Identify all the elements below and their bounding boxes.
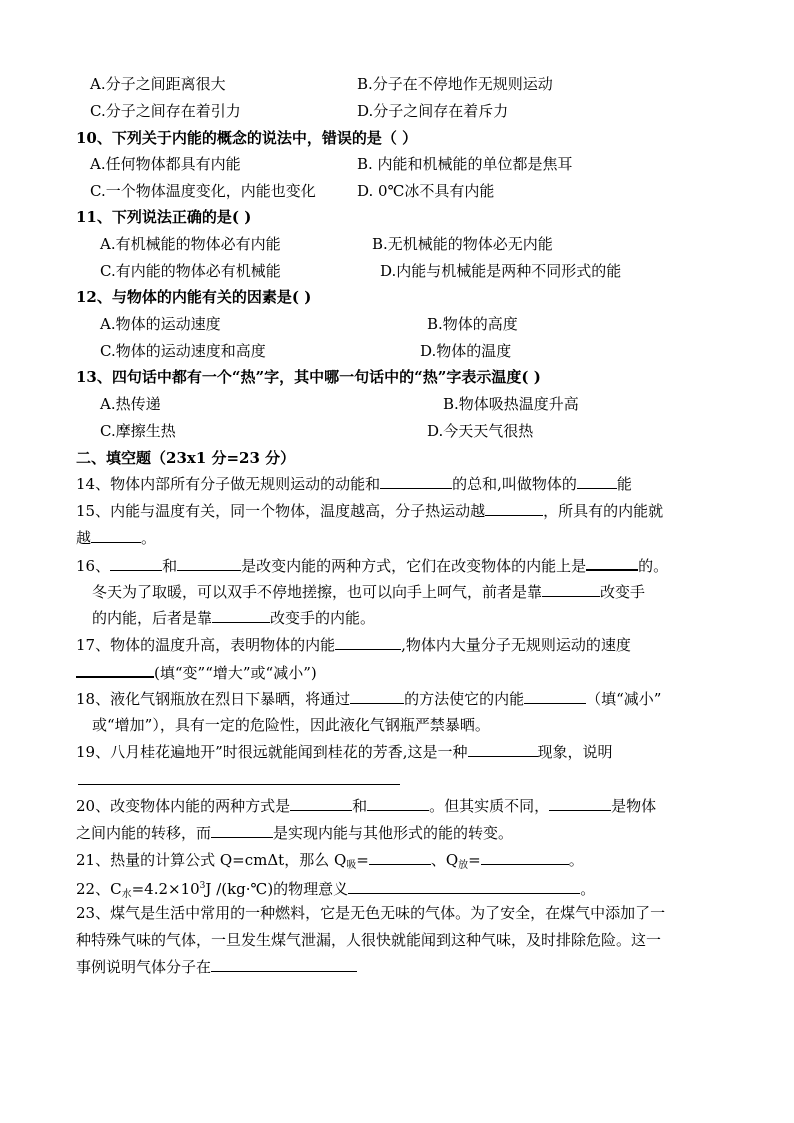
q15-blank-1[interactable]	[485, 499, 543, 516]
q17-blank-1[interactable]	[335, 633, 401, 650]
q20-blank-4[interactable]	[211, 821, 273, 838]
q12-option-d: D.物体的温度	[420, 342, 512, 360]
q20-line-1: 20、改变物体内能的两种方式是 和 。但其实质不同， 是物体	[76, 794, 656, 818]
q9-option-a: A.分子之间距离很大	[90, 75, 226, 93]
q13-option-a: A.热传递	[100, 395, 161, 413]
q11-stem: 11、下列说法正确的是( )	[76, 208, 252, 226]
q20-line-2: 之间内能的转移，而 是实现内能与其他形式的能的转变。	[76, 821, 513, 845]
q17-line-1: 17、物体的温度升高，表明物体的内能 ,物体内大量分子无规则运动的速度	[76, 633, 631, 657]
q10-option-c: C.一个物体温度变化，内能也变化	[90, 182, 316, 200]
q16-blank-2[interactable]	[177, 554, 241, 571]
q23-line-1: 23、煤气是生活中常用的一种燃料，它是无色无味的气体。为了安全，在煤气中添加了一	[76, 904, 666, 922]
q19-line-1: 19、八月桂花遍地开”时很远就能闻到桂花的芳香,这是一种 现象，说明	[76, 740, 613, 764]
q17-blank-2[interactable]	[76, 660, 154, 678]
q10-stem: 10、下列关于内能的概念的说法中，错误的是（ ）	[76, 129, 418, 147]
q15-line-1: 15、内能与温度有关，同一个物体，温度越高，分子热运动越 ，所具有的内能就	[76, 499, 663, 523]
q23-line-3: 事例说明气体分子在	[76, 955, 357, 979]
q21-blank-1[interactable]	[369, 848, 431, 865]
q15-line-2: 越 。	[76, 526, 156, 550]
q12-option-a: A.物体的运动速度	[100, 315, 221, 333]
q20-blank-3[interactable]	[549, 794, 611, 811]
q13-stem: 13、四句话中都有一个“热”字，其中哪一句话中的“热”字表示温度( )	[76, 368, 541, 386]
q16-blank-1[interactable]	[110, 554, 162, 571]
q14-blank-2[interactable]	[577, 472, 617, 489]
q9-option-b: B.分子在不停地作无规则运动	[357, 75, 553, 93]
q11-option-d: D.内能与机械能是两种不同形式的能	[380, 262, 622, 280]
q10-option-b: B. 内能和机械能的单位都是焦耳	[357, 155, 573, 173]
q12-option-b: B.物体的高度	[427, 315, 518, 333]
q12-stem: 12、与物体的内能有关的因素是( )	[76, 288, 312, 306]
q19-blank-2[interactable]	[78, 768, 400, 785]
q9-option-c: C.分子之间存在着引力	[90, 102, 241, 120]
q16-line-3: 的内能，后者是靠 改变手的内能。	[92, 606, 375, 630]
q22-line: 22、$C_水=4.2\times 10^3J$ /(kg·℃)的物理意义 。	[76, 874, 595, 907]
q13-option-b: B.物体吸热温度升高	[443, 395, 579, 413]
q16-line-1: 16、 和 是改变内能的两种方式，它们在改变物体的内能上是 的。	[76, 553, 668, 578]
q13-option-d: D.今天天气很热	[427, 422, 534, 440]
q16-blank-4[interactable]	[542, 580, 600, 597]
q9-option-d: D.分子之间存在着斥力	[357, 102, 509, 120]
q15-blank-2[interactable]	[91, 526, 141, 543]
q16-line-2: 冬天为了取暖，可以双手不停地搓擦，也可以向手上呵气，前者是靠 改变手	[92, 580, 645, 604]
q20-blank-1[interactable]	[290, 794, 352, 811]
q18-line-1: 18、液化气钢瓶放在烈日下暴晒，将通过 的方法使它的内能 （填“减小”	[76, 687, 661, 711]
q11-option-a: A.有机械能的物体必有内能	[100, 235, 281, 253]
q16-blank-3[interactable]	[586, 553, 638, 571]
q19-blank-1[interactable]	[468, 740, 538, 757]
q23-blank[interactable]	[211, 955, 357, 972]
q22-blank[interactable]	[348, 877, 580, 894]
q10-option-a: A.任何物体都具有内能	[90, 155, 241, 173]
q14-blank-1[interactable]	[380, 472, 452, 489]
q14-line: 14、物体内部所有分子做无规则运动的动能和 的总和,叫做物体的 能	[76, 472, 632, 496]
q17-line-2: (填“变”“增大”或“减小”)	[76, 660, 317, 685]
q12-option-c: C.物体的运动速度和高度	[100, 342, 266, 360]
q10-option-d: D. 0℃冰不具有内能	[357, 182, 495, 200]
q13-option-c: C.摩擦生热	[100, 422, 176, 440]
q11-option-c: C.有内能的物体必有机械能	[100, 262, 281, 280]
q21-blank-2[interactable]	[481, 848, 569, 865]
section-title-fill-in: 二、填空题（23x1 分=23 分）	[76, 449, 296, 467]
q23-line-2: 种特殊气味的气体，一旦发生煤气泄漏，人很快就能闻到这种气味，及时排除危险。这一	[76, 931, 662, 949]
q16-blank-5[interactable]	[212, 606, 270, 623]
q18-line-2: 或“增加”），具有一定的危险性，因此液化气钢瓶严禁暴晒。	[92, 716, 490, 734]
q18-blank-1[interactable]	[350, 687, 404, 704]
q21-line: 21、热量的计算公式 Q=cmΔt，那么 $Q_吸=$ 、$Q_放=$ 。	[76, 848, 584, 878]
q20-blank-2[interactable]	[367, 794, 429, 811]
q18-blank-2[interactable]	[524, 687, 586, 704]
q11-option-b: B.无机械能的物体必无内能	[372, 235, 553, 253]
